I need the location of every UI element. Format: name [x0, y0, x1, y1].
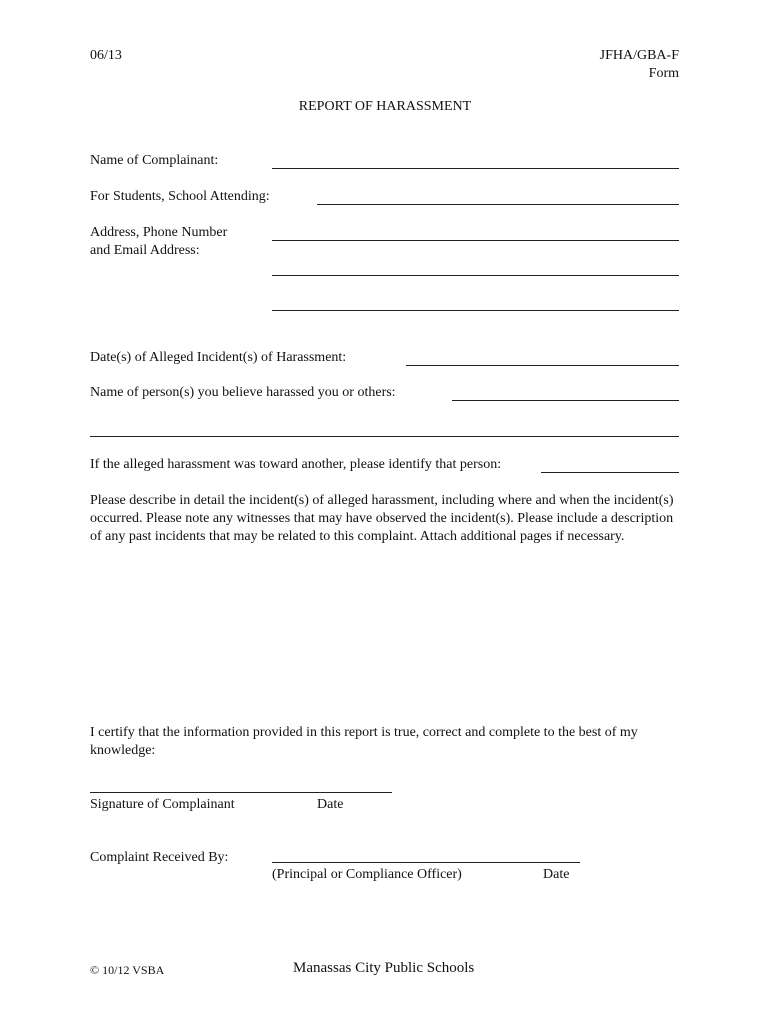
address-label-line2: and Email Address:	[90, 243, 200, 258]
signature-line[interactable]	[90, 792, 392, 793]
address-field-line3[interactable]	[272, 310, 679, 311]
date-code: 06/13	[90, 48, 122, 63]
complainant-name-field[interactable]	[272, 168, 679, 169]
school-label: For Students, School Attending:	[90, 189, 270, 204]
school-field[interactable]	[317, 204, 679, 205]
description-instructions: Please describe in detail the incident(s) of alleged harassment, including where and when the incident(s) occurred. Please note any witnesses that may have observed the incident(s). Please include a description of any past incidents that may be related to this complaint. Attach additional pages if necessary.	[90, 493, 674, 544]
harasser-label: Name of person(s) you believe harassed you or others:	[90, 385, 396, 400]
incident-dates-field[interactable]	[406, 365, 679, 366]
form-label: Form	[648, 66, 679, 81]
description-area[interactable]	[90, 575, 680, 715]
officer-label: (Principal or Compliance Officer)	[272, 867, 462, 882]
complainant-name-label: Name of Complainant:	[90, 153, 219, 168]
signature-label: Signature of Complainant	[90, 797, 235, 812]
harasser-field-extra-line[interactable]	[90, 436, 679, 437]
received-by-line[interactable]	[272, 862, 580, 863]
form-title: REPORT OF HARASSMENT	[298, 99, 472, 114]
other-person-field[interactable]	[541, 472, 679, 473]
harasser-field[interactable]	[452, 400, 679, 401]
other-person-label: If the alleged harassment was toward another, please identify that person:	[90, 457, 502, 472]
address-label-line1: Address, Phone Number	[90, 225, 228, 240]
certification-text: I certify that the information provided in this report is true, correct and complete to the best of my knowledge:	[90, 725, 638, 758]
policy-code: JFHA/GBA-F	[599, 48, 679, 63]
organization-footer: Manassas City Public Schools	[293, 960, 475, 976]
received-by-label: Complaint Received By:	[90, 850, 229, 865]
address-field-line2[interactable]	[272, 275, 679, 276]
received-date-label: Date	[543, 867, 570, 882]
copyright-footer: © 10/12 VSBA	[90, 963, 165, 977]
incident-dates-label: Date(s) of Alleged Incident(s) of Harassment:	[90, 350, 347, 365]
signature-date-label: Date	[317, 797, 344, 812]
address-field-line1[interactable]	[272, 240, 679, 241]
